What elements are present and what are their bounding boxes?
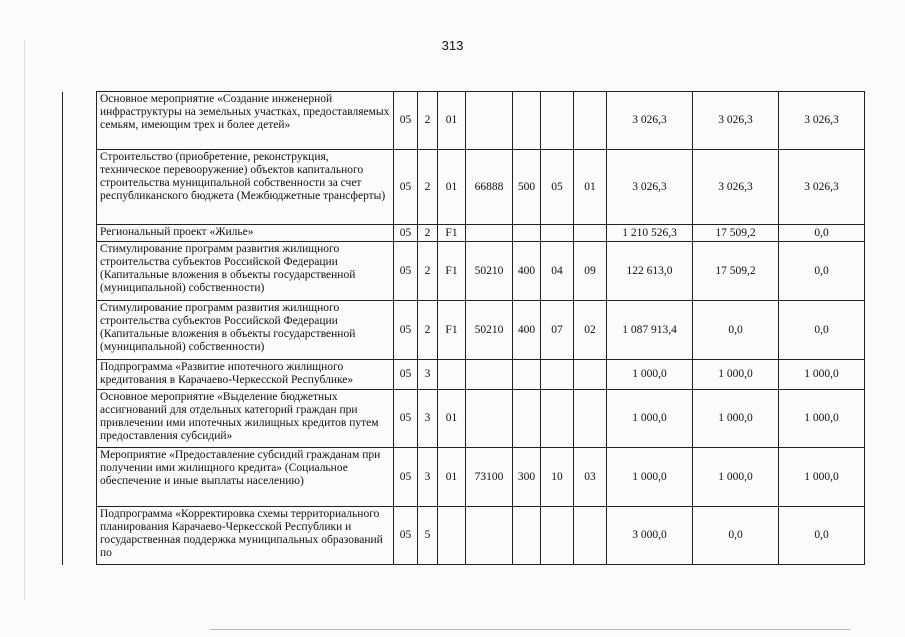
cell-code: 05	[541, 150, 574, 225]
cell-code: 2	[418, 150, 438, 225]
cell-amount: 3 026,3	[607, 92, 693, 150]
cell-code: 05	[394, 242, 418, 301]
cell-code: 50210	[466, 242, 513, 301]
cell-code	[574, 507, 607, 565]
table-row	[63, 92, 865, 150]
row-name: Строительство (приобретение, реконструкция, техническое перевооружение) объектов капитального строительства муниципальной собственности за счет республиканского бюджета (Межбюджетные трансферты)	[97, 150, 394, 225]
cell-code: 03	[574, 448, 607, 507]
cell-code: 09	[574, 242, 607, 301]
cell-amount: 0,0	[693, 507, 779, 565]
cell-code: 400	[513, 301, 541, 360]
cell-code	[438, 360, 466, 390]
cell-code: F1	[438, 301, 466, 360]
cell-code	[574, 225, 607, 242]
table-row	[63, 242, 865, 301]
budget-table	[62, 91, 865, 565]
row-name: Мероприятие «Предоставление субсидий гражданам при получении ими жилищного кредита» (Социальное обеспечение и иные выплаты населению)	[97, 448, 394, 507]
cell-amount: 1 000,0	[607, 448, 693, 507]
cell-code: 66888	[466, 150, 513, 225]
cell-amount: 17 509,2	[693, 225, 779, 242]
cell-code: 300	[513, 448, 541, 507]
cell-amount: 122 613,0	[607, 242, 693, 301]
cell-amount: 1 000,0	[779, 390, 865, 448]
cell-amount: 1 000,0	[607, 390, 693, 448]
cell-code: 01	[438, 92, 466, 150]
cell-code	[513, 507, 541, 565]
cell-code: 05	[394, 301, 418, 360]
cell-code: 01	[438, 390, 466, 448]
cell-amount: 0,0	[779, 301, 865, 360]
cell-code	[513, 92, 541, 150]
table-row	[63, 150, 865, 225]
cell-amount: 1 210 526,3	[607, 225, 693, 242]
cell-code	[466, 390, 513, 448]
cell-code: 400	[513, 242, 541, 301]
cell-code: F1	[438, 225, 466, 242]
row-name: Подпрограмма «Развитие ипотечного жилищного кредитования в Карачаево-Черкесской Республике»	[97, 360, 394, 390]
cell-code: 01	[438, 448, 466, 507]
scan-bottom-edge	[210, 629, 850, 630]
cell-amount: 1 000,0	[693, 448, 779, 507]
cell-amount: 1 087 913,4	[607, 301, 693, 360]
cell-code	[513, 225, 541, 242]
cell-code: 07	[541, 301, 574, 360]
row-name: Основное мероприятие «Выделение бюджетных ассигнований для отдельных категорий граждан при привлечении ими ипотечных жилищных кредитов путем предоставления субсидий»	[97, 390, 394, 448]
table-row	[63, 360, 865, 390]
cell-amount: 0,0	[693, 301, 779, 360]
table-row	[63, 225, 865, 242]
cell-code	[541, 92, 574, 150]
cell-code	[513, 390, 541, 448]
cell-code	[574, 390, 607, 448]
cell-amount: 1 000,0	[779, 448, 865, 507]
cell-code	[541, 507, 574, 565]
cell-code: 05	[394, 448, 418, 507]
cell-code	[513, 360, 541, 390]
cell-code: 05	[394, 390, 418, 448]
row-name: Стимулирование программ развития жилищного строительства субъектов Российской Федерации (Капитальные вложения в объекты государственной (муниципальной) собственности)	[97, 301, 394, 360]
cell-amount: 1 000,0	[693, 360, 779, 390]
cell-code: 02	[574, 301, 607, 360]
cell-amount: 3 000,0	[607, 507, 693, 565]
cell-amount: 17 509,2	[693, 242, 779, 301]
cell-code: 05	[394, 225, 418, 242]
cell-code	[466, 507, 513, 565]
cell-amount: 1 000,0	[779, 360, 865, 390]
cell-code: 500	[513, 150, 541, 225]
cell-code	[574, 92, 607, 150]
table-row	[63, 390, 865, 448]
cell-code	[541, 360, 574, 390]
cell-code	[541, 390, 574, 448]
cell-code	[466, 225, 513, 242]
cell-code: 2	[418, 92, 438, 150]
row-name: Региональный проект «Жилье»	[97, 225, 394, 242]
cell-code: 3	[418, 390, 438, 448]
table-row	[63, 301, 865, 360]
row-name: Стимулирование программ развития жилищного строительства субъектов Российской Федерации (Капитальные вложения в объекты государственной (муниципальной) собственности)	[97, 242, 394, 301]
cell-code	[574, 360, 607, 390]
cell-amount: 3 026,3	[607, 150, 693, 225]
cell-code: 10	[541, 448, 574, 507]
cell-amount: 1 000,0	[693, 390, 779, 448]
cell-code: 05	[394, 360, 418, 390]
cell-code: 2	[418, 242, 438, 301]
table-row	[63, 448, 865, 507]
cell-code: 05	[394, 150, 418, 225]
cell-amount: 3 026,3	[779, 92, 865, 150]
row-name: Подпрограмма «Корректировка схемы территориального планирования Карачаево-Черкесской Республики и государственная поддержка муниципальных образований по	[97, 507, 394, 565]
cell-code: F1	[438, 242, 466, 301]
cell-code	[466, 360, 513, 390]
cell-code: 05	[394, 507, 418, 565]
cell-amount: 3 026,3	[693, 150, 779, 225]
cell-amount: 1 000,0	[607, 360, 693, 390]
row-name: Основное мероприятие «Создание инженерной инфраструктуры на земельных участках, предоставляемых семьям, имеющим трех и более детей»	[97, 92, 394, 150]
cell-code: 50210	[466, 301, 513, 360]
cell-code: 01	[438, 150, 466, 225]
cell-code: 2	[418, 301, 438, 360]
cell-code: 3	[418, 360, 438, 390]
scan-edge	[24, 40, 25, 600]
cell-code: 05	[394, 92, 418, 150]
table-row	[63, 507, 865, 565]
cell-code: 5	[418, 507, 438, 565]
cell-amount: 0,0	[779, 507, 865, 565]
cell-code: 2	[418, 225, 438, 242]
cell-amount: 0,0	[779, 225, 865, 242]
cell-code	[438, 507, 466, 565]
cell-code: 73100	[466, 448, 513, 507]
cell-amount: 3 026,3	[693, 92, 779, 150]
cell-amount: 0,0	[779, 242, 865, 301]
cell-code	[466, 92, 513, 150]
cell-code: 04	[541, 242, 574, 301]
cell-code: 3	[418, 448, 438, 507]
cell-code: 01	[574, 150, 607, 225]
cell-code	[541, 225, 574, 242]
page-number: 313	[441, 38, 464, 53]
cell-amount: 3 026,3	[779, 150, 865, 225]
